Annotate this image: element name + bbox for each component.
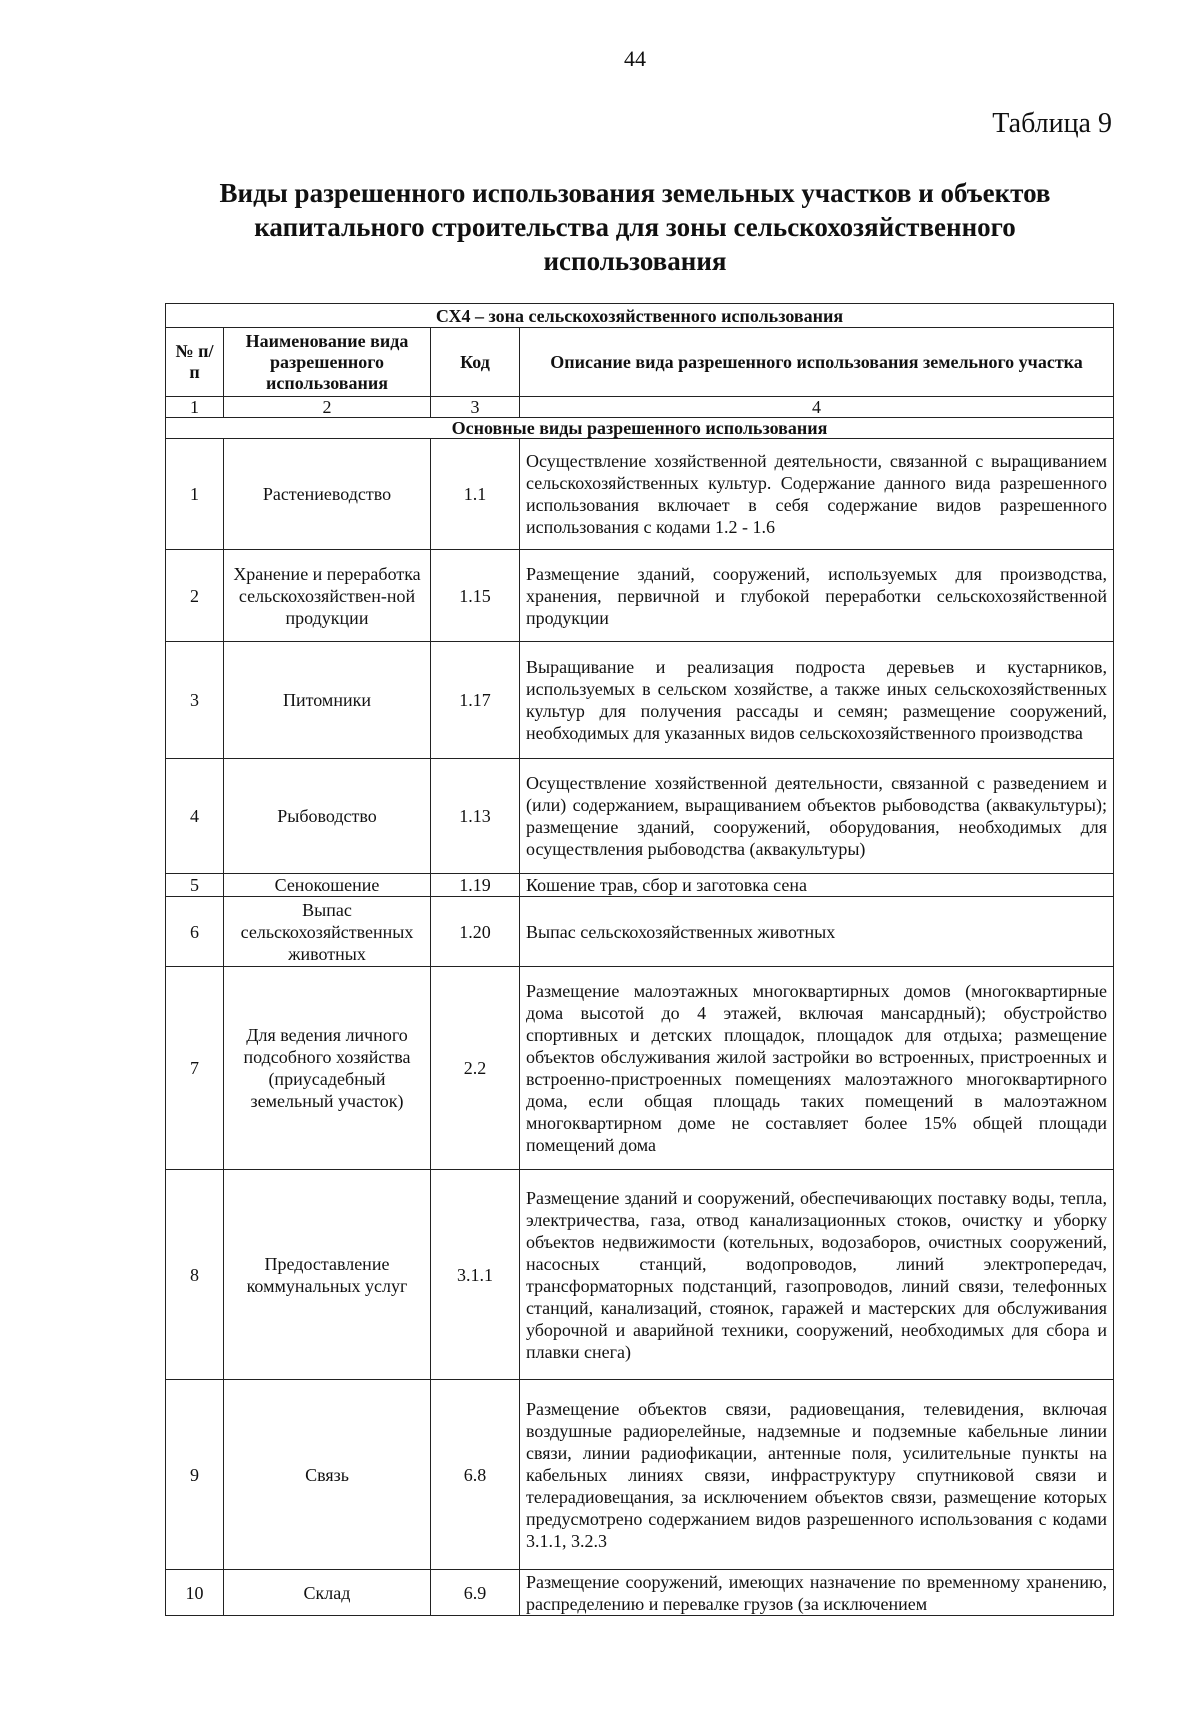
section-title: Основные виды разрешенного использования <box>166 418 1114 439</box>
row-number: 10 <box>166 1570 224 1616</box>
row-code: 1.20 <box>431 897 520 967</box>
table-row <box>166 759 1114 874</box>
table-row <box>166 550 1114 642</box>
row-code: 1.15 <box>431 550 520 642</box>
row-name: Рыбоводство <box>224 759 431 874</box>
table-row <box>166 439 1114 550</box>
row-name: Питомники <box>224 642 431 759</box>
column-number: 4 <box>520 397 1114 418</box>
row-number: 8 <box>166 1170 224 1380</box>
row-code: 1.13 <box>431 759 520 874</box>
row-number: 6 <box>166 897 224 967</box>
row-description: Осуществление хозяйственной деятельности, связанной с выращиванием сельскохозяйственных культур. Содержание данного вида разрешенного использования включает в себя содержание видов разрешенного использования с кодами 1.2 - 1.6 <box>520 439 1114 550</box>
row-name: Хранение и переработка сельскохозяйствен-ной продукции <box>224 550 431 642</box>
row-name: Склад <box>224 1570 431 1616</box>
column-number: 3 <box>431 397 520 418</box>
column-number: 1 <box>166 397 224 418</box>
column-header-number: № п/п <box>166 328 224 397</box>
row-description: Размещение объектов связи, радиовещания, телевидения, включая воздушные радиорелейные, надземные и подземные кабельные линии связи, линии радиофикации, антенные поля, усилительные пункты на кабельных линиях связи, инфраструктуру спутниковой связи и телерадиовещания, за исключением объектов связи, размещение которых предусмотрено содержанием видов разрешенного использования с кодами 3.1.1, 3.2.3 <box>520 1380 1114 1570</box>
column-header-code: Код <box>431 328 520 397</box>
table-row <box>166 874 1114 897</box>
row-name: Предоставление коммунальных услуг <box>224 1170 431 1380</box>
row-description: Размещение малоэтажных многоквартирных домов (многоквартирные дома высотой до 4 этажей, включая мансардный); обустройство спортивных и детских площадок, площадок для отдыха; размещение объектов обслуживания жилой застройки во встроенных, пристроенных и встроенно-пристроенных помещениях малоэтажного многоквартирного дома, если общая площадь таких помещений в малоэтажном многоквартирном доме не составляет более 15% общей площади помещений дома <box>520 967 1114 1170</box>
row-description: Выращивание и реализация подроста деревьев и кустарников, используемых в сельском хозяйстве, а также иных сельскохозяйственных культур для получения рассады и семян; размещение сооружений, необходимых для указанных видов сельскохозяйственного производства <box>520 642 1114 759</box>
row-name: Для ведения личного подсобного хозяйства (приусадебный земельный участок) <box>224 967 431 1170</box>
zone-header: СХ4 – зона сельскохозяйственного использования <box>166 304 1114 328</box>
row-name: Сенокошение <box>224 874 431 897</box>
page-number: 44 <box>624 46 646 71</box>
row-description: Размещение зданий и сооружений, обеспечивающих поставку воды, тепла, электричества, газа, отвод канализационных стоков, очистку и уборку объектов недвижимости (котельных, водозаборов, очистных сооружений, насосных станций, водопроводов, линий электропередач, трансформаторных подстанций, газопроводов, линий связи, телефонных станций, канализаций, стоянок, гаражей и мастерских для обслуживания уборочной и аварийной техники, сооружений, необходимых для сбора и плавки снега) <box>520 1170 1114 1380</box>
row-number: 1 <box>166 439 224 550</box>
table-row <box>166 897 1114 967</box>
column-header-name: Наименование вида разрешенного использования <box>224 328 431 397</box>
row-number: 2 <box>166 550 224 642</box>
row-number: 9 <box>166 1380 224 1570</box>
column-header-row <box>166 328 1114 397</box>
row-code: 6.8 <box>431 1380 520 1570</box>
zone-header-row <box>166 304 1114 328</box>
row-number: 5 <box>166 874 224 897</box>
row-description: Выпас сельскохозяйственных животных <box>520 897 1114 967</box>
table-label: Таблица 9 <box>992 108 1112 139</box>
column-number: 2 <box>224 397 431 418</box>
table-row <box>166 967 1114 1170</box>
row-code: 1.19 <box>431 874 520 897</box>
row-number: 4 <box>166 759 224 874</box>
column-header-description: Описание вида разрешенного использования земельного участка <box>520 328 1114 397</box>
row-number: 3 <box>166 642 224 759</box>
row-code: 1.17 <box>431 642 520 759</box>
row-code: 1.1 <box>431 439 520 550</box>
table-row <box>166 1380 1114 1570</box>
table-row <box>166 642 1114 759</box>
row-description: Размещение зданий, сооружений, используемых для производства, хранения, первичной и глубокой переработки сельскохозяйственной продукции <box>520 550 1114 642</box>
row-name: Выпас сельскохозяйственных животных <box>224 897 431 967</box>
permitted-use-table <box>165 303 1114 1616</box>
column-number-row <box>166 397 1114 418</box>
row-description: Осуществление хозяйственной деятельности, связанной с разведением и (или) содержанием, выращиванием объектов рыбоводства (аквакультуры); размещение зданий, сооружений, оборудования, необходимых для осуществления рыбоводства (аквакультуры) <box>520 759 1114 874</box>
table-row <box>166 1570 1114 1616</box>
row-number: 7 <box>166 967 224 1170</box>
row-description: Размещение сооружений, имеющих назначение по временному хранению, распределению и перевалке грузов (за исключением <box>520 1570 1114 1616</box>
page-title: Виды разрешенного использования земельных участков и объектов капитального строительства для зоны сельскохозяйственного использования <box>219 178 1051 276</box>
table-row <box>166 1170 1114 1380</box>
section-row <box>166 418 1114 439</box>
row-code: 2.2 <box>431 967 520 1170</box>
row-name: Растениеводство <box>224 439 431 550</box>
row-name: Связь <box>224 1380 431 1570</box>
row-description: Кошение трав, сбор и заготовка сена <box>520 874 1114 897</box>
row-code: 3.1.1 <box>431 1170 520 1380</box>
row-code: 6.9 <box>431 1570 520 1616</box>
